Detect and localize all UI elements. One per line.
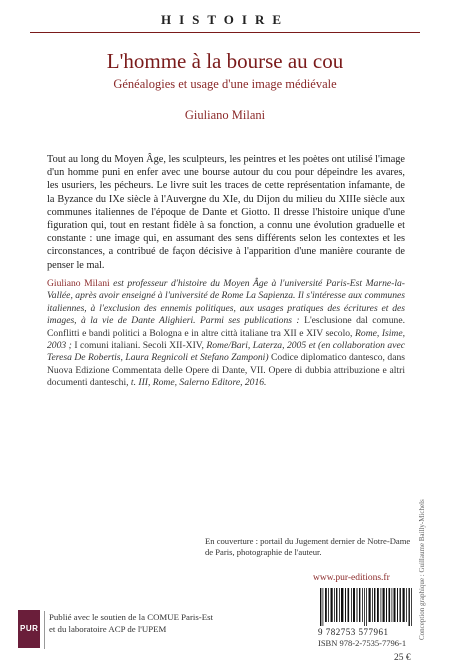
- price: 25 €: [394, 653, 411, 663]
- book-summary: Tout au long du Moyen Âge, les sculpteurs, les peintres et les poètes ont utilisé l'image d'un homme puni en enfer avec une bourse autour du cou pour dépeindre les avares, les usuriers, les pécheurs. Le livre suit les traces de cette représentation infamante, de la Byzance du IXe siècle à l'Auvergne du XIe, du Dijon du milieu du XIIIe siècle aux communes italiennes de l'époque de Dante et Giotto. Il dresse l'histoire unique d'une figuration qui, tout en restant fidèle à sa fonction, a connu une évolution graduelle et constante : une image qui, en assumant des sens différents selon les contextes et les circonstances, a contribué de façon décisive à l'apparition d'une manière courante de penser le mal.: [47, 154, 405, 271]
- bio-pub-1-place: Rome, Isime, 2003 ;: [47, 327, 406, 352]
- bio-pub-2-place: Rome/Bari, Laterza, 2005 et (en collaboration avec Teresa De Robertis, Laura Regnicoli et Stefano Zamponi): [47, 340, 405, 364]
- design-credit: Conception graphique : Guillaume Bailly-Michels: [418, 499, 426, 640]
- bio-pub-3-place: t. III, Rome, Salerno Editore, 2016.: [128, 377, 267, 389]
- top-rule: [30, 32, 420, 33]
- book-title: L'homme à la bourse au cou: [106, 49, 344, 73]
- bio-pub-2: I comuni italiani. Secoli XII-XIV,: [74, 340, 204, 352]
- author-bio: [47, 278, 405, 390]
- support-divider: [44, 611, 45, 649]
- publisher-website[interactable]: www.pur-editions.fr: [313, 573, 390, 583]
- isbn: ISBN 978-2-7535-7796-1: [318, 638, 407, 648]
- series-label: HISTOIRE: [160, 12, 290, 27]
- barcode-number: 9 782753 577961: [318, 627, 389, 637]
- support-note: Publié avec le soutien de la COMUE Paris-Est et du laboratoire ACP de l'UPEM: [49, 612, 213, 634]
- book-subtitle: Généalogies et usage d'une image médiévale: [113, 77, 337, 91]
- pur-logo: [18, 610, 40, 648]
- bio-intro: est professeur d'histoire du Moyen Âge à l'université Paris-Est Marne-la-Vallée, après avoir enseigné à l'université de Rome La Sapienza. Il s'intéresse aux communes italiennes, à l'exclusion des ennemis politiques, aux usages pratiques des écritures et des images, à la vie de Dante Alighieri. Parmi ses publications :: [47, 278, 405, 327]
- bio-pub-3: Codice diplomatico dantesco, dans Nuova Edizione Commentata delle Opere di Dante, VII. Opere di dubbia attribuzione e altri documenti danteschi,: [47, 352, 405, 389]
- barcode-icon: [318, 588, 414, 626]
- bio-pub-1: L'esclusione dal comune. Conflitti e bandi politici a Bologna e in altre città italiane tra XII e XIV secolo,: [47, 315, 406, 339]
- pur-logo-text: PUR: [20, 624, 39, 633]
- cover-note: En couverture : portail du Jugement dernier de Notre-Dame de Paris, photographie de l'auteur.: [205, 536, 411, 557]
- bio-author-name: Giuliano Milani: [47, 278, 110, 289]
- book-author: Giuliano Milani: [184, 108, 266, 122]
